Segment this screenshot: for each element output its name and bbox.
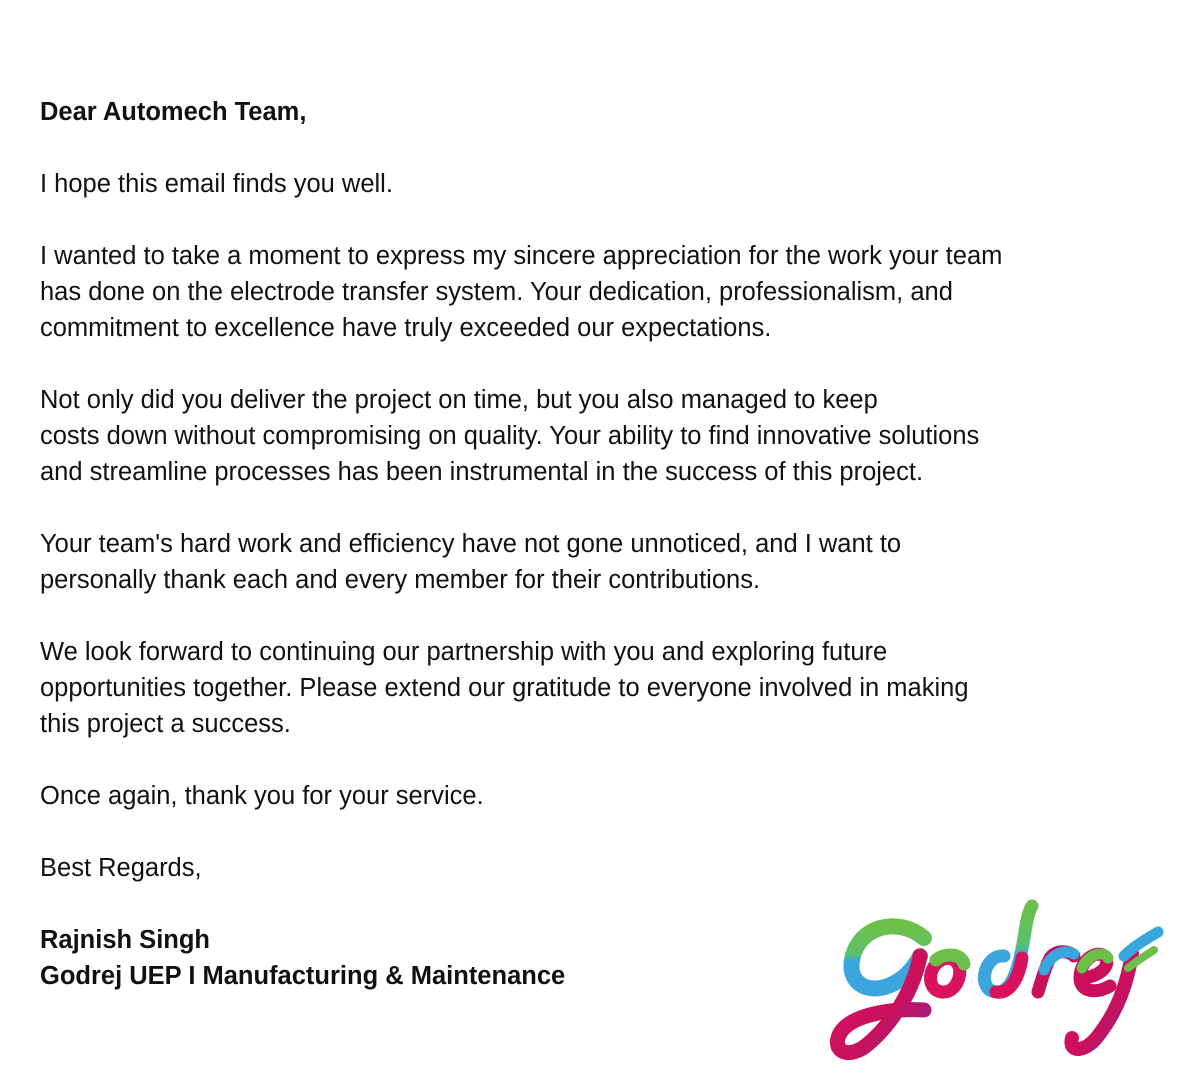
paragraph-line: and streamline processes has been instrumental in the success of this project. bbox=[40, 458, 924, 486]
salutation: Dear Automech Team, bbox=[40, 98, 307, 126]
opening-line: I hope this email finds you well. bbox=[40, 170, 393, 198]
signer-name: Rajnish Singh bbox=[40, 926, 211, 954]
paragraph-line: costs down without compromising on quality. Your ability to find innovative solutions bbox=[40, 422, 980, 450]
paragraph-line: this project a success. bbox=[40, 710, 291, 738]
paragraph-delivery bbox=[40, 382, 1190, 490]
paragraph-partnership bbox=[40, 634, 1190, 742]
thanks-line: Once again, thank you for your service. bbox=[40, 782, 484, 810]
godrej-logo-icon bbox=[828, 898, 1168, 1068]
paragraph-line: commitment to excellence have truly exceeded our expectations. bbox=[40, 314, 772, 342]
paragraph-appreciation bbox=[40, 238, 1190, 346]
paragraph-line: Not only did you deliver the project on time, but you also managed to keep bbox=[40, 386, 878, 414]
closing-line: Best Regards, bbox=[40, 854, 202, 882]
paragraph-line: has done on the electrode transfer system. Your dedication, professionalism, and bbox=[40, 278, 953, 306]
paragraph-line: I wanted to take a moment to express my sincere appreciation for the work your team bbox=[40, 242, 1003, 270]
paragraph-team-thanks bbox=[40, 526, 1190, 598]
paragraph-line: Your team's hard work and efficiency have not gone unnoticed, and I want to bbox=[40, 530, 902, 558]
paragraph-line: We look forward to continuing our partnership with you and exploring future bbox=[40, 638, 888, 666]
signer-title: Godrej UEP I Manufacturing & Maintenance bbox=[40, 962, 566, 990]
paragraph-line: personally thank each and every member for their contributions. bbox=[40, 566, 761, 594]
paragraph-line: opportunities together. Please extend our gratitude to everyone involved in making bbox=[40, 674, 969, 702]
letter-body bbox=[40, 94, 1190, 1030]
